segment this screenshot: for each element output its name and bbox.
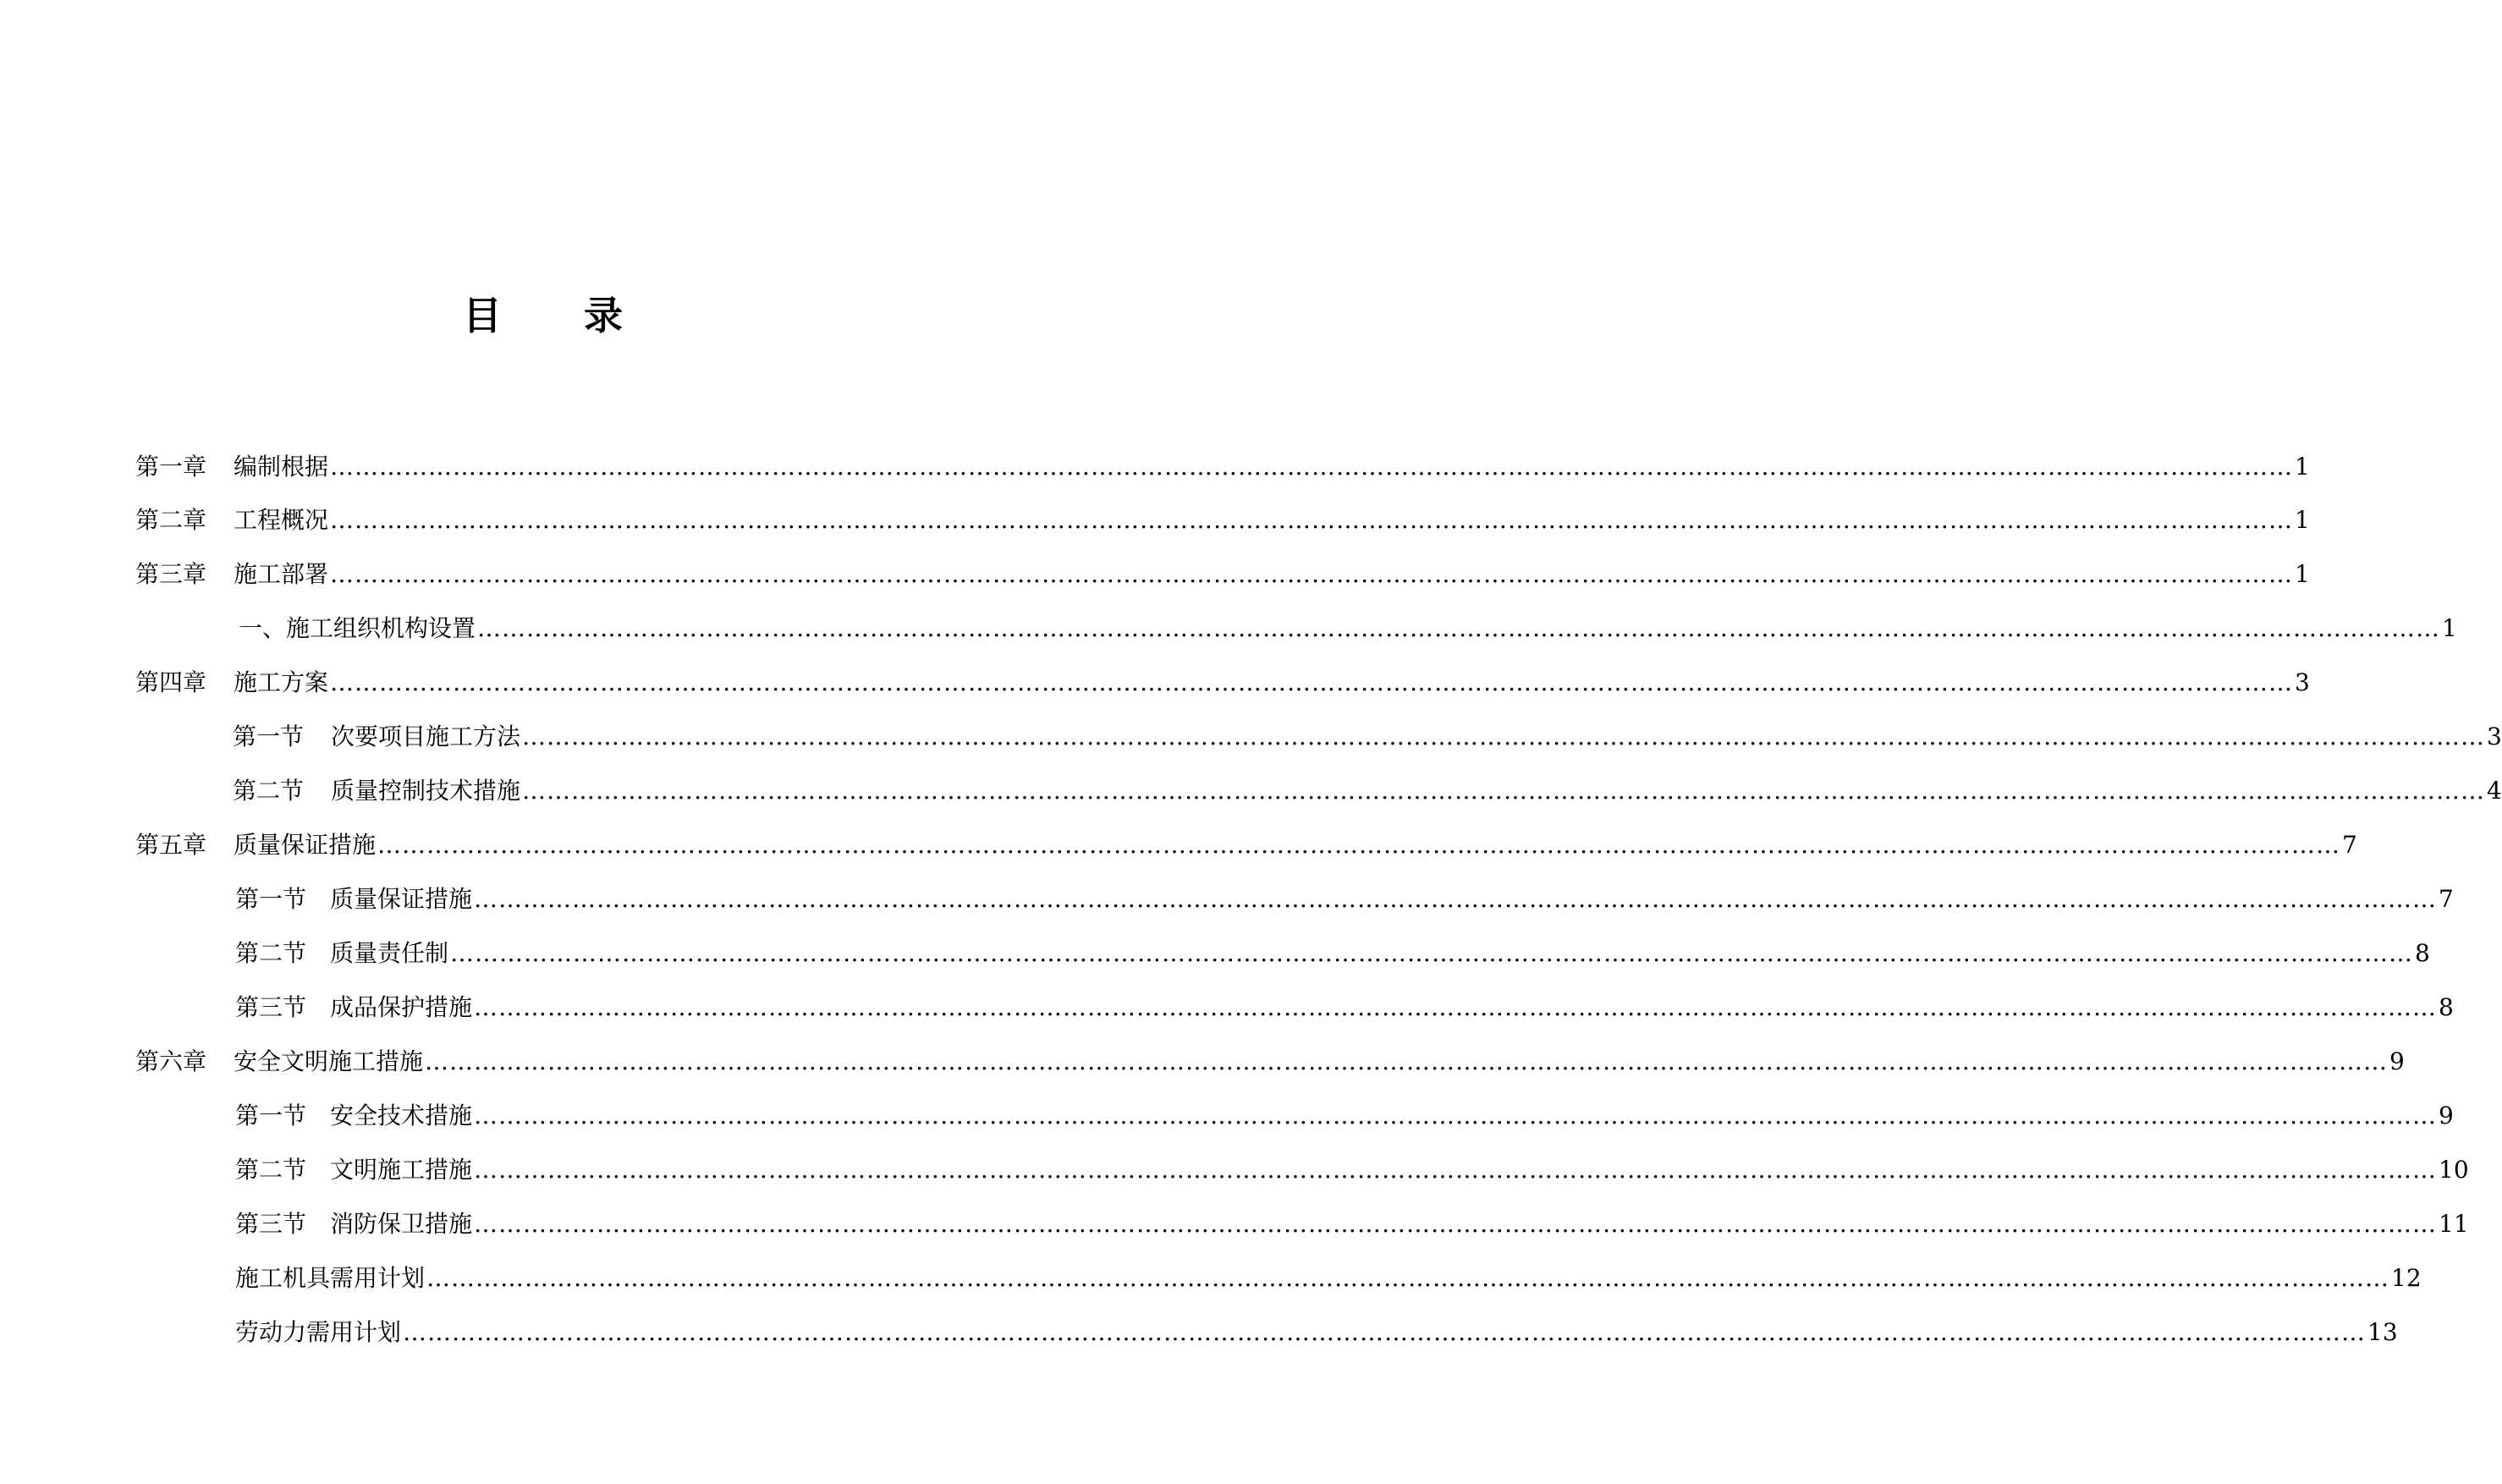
toc-entry[interactable] [233, 772, 2502, 810]
toc-entry-page-number: 3 [2295, 668, 2310, 696]
toc-entry-title: 次要项目施工方法 [331, 723, 521, 750]
toc-entry-label: 第四章 [135, 668, 207, 696]
toc-entry-leader: …………………………………………………………………………………………………………………………………………………………………………………………………………………… [522, 723, 2486, 750]
toc-entry-title: 安全文明施工措施 [234, 1047, 424, 1075]
toc-entry[interactable] [239, 610, 2457, 647]
toc-entry-leader: …………………………………………………………………………………………………………………………………………………………………………………………………………………… [522, 777, 2486, 805]
toc-entry[interactable] [235, 1206, 2469, 1243]
toc-entry-page-number: 8 [2439, 993, 2454, 1021]
toc-entry-leader: …………………………………………………………………………………………………………………………………………………………………………………………………………………… [403, 1318, 2367, 1346]
toc-entry-title: 施工方案 [234, 668, 329, 696]
toc-entry[interactable] [233, 718, 2502, 756]
toc-entry-label: 第三节 [235, 993, 307, 1021]
toc-entry-page-number: 7 [2342, 831, 2357, 859]
toc-title-char-1: 目 [463, 293, 502, 338]
toc-entry-leader: …………………………………………………………………………………………………………………………………………………………………………………………………………………… [425, 1047, 2389, 1075]
toc-entry-leader: …………………………………………………………………………………………………………………………………………………………………………………………………………………… [474, 993, 2438, 1021]
toc-entry-page-number: 11 [2439, 1210, 2469, 1238]
toc-entry[interactable] [235, 989, 2454, 1026]
toc-entry-leader: …………………………………………………………………………………………………………………………………………………………………………………………………………………… [330, 506, 2294, 534]
toc-entry[interactable] [235, 1314, 2398, 1351]
toc-entry-leader: …………………………………………………………………………………………………………………………………………………………………………………………………………………… [330, 668, 2294, 696]
toc-entry-leader: …………………………………………………………………………………………………………………………………………………………………………………………………………………… [330, 453, 2294, 481]
toc-entry-leader: …………………………………………………………………………………………………………………………………………………………………………………………………………………… [474, 1156, 2438, 1184]
toc-entry-page-number: 4 [2487, 777, 2502, 805]
toc-entry-page-number: 1 [2295, 453, 2310, 481]
toc-entry-label: 第三节 [235, 1210, 307, 1238]
toc-entry-page-number: 1 [2295, 506, 2310, 534]
toc-entry[interactable] [235, 935, 2430, 972]
toc-entry-page-number: 3 [2487, 723, 2502, 750]
toc-entry-leader: …………………………………………………………………………………………………………………………………………………………………………………………………………………… [377, 831, 2341, 859]
toc-entry-label: 第一节 [235, 1102, 307, 1129]
toc-entry-title: 安全技术措施 [330, 1102, 473, 1129]
toc-entry-title: 消防保卫措施 [330, 1210, 473, 1238]
toc-entry-title: 成品保护措施 [330, 993, 473, 1021]
toc-entry-leader: …………………………………………………………………………………………………………………………………………………………………………………………………………………… [474, 885, 2438, 913]
toc-entry-label: 第二节 [235, 939, 307, 967]
toc-entry[interactable] [135, 827, 2357, 864]
toc-entry-title: 文明施工措施 [330, 1156, 473, 1184]
toc-entry-title: 施工部署 [234, 560, 329, 588]
toc-entry-label: 第二章 [135, 506, 207, 534]
toc-entry-page-number: 9 [2389, 1047, 2405, 1075]
toc-entry-leader: …………………………………………………………………………………………………………………………………………………………………………………………………………………… [474, 1102, 2438, 1129]
toc-entry-title: 编制根据 [234, 453, 329, 481]
toc-title [0, 286, 1050, 345]
toc-entry-leader: …………………………………………………………………………………………………………………………………………………………………………………………………………………… [474, 1210, 2438, 1238]
toc-entry-page-number: 9 [2439, 1102, 2454, 1129]
toc-entry[interactable] [235, 1097, 2454, 1135]
toc-entry-label: 第六章 [135, 1047, 207, 1075]
toc-entry-label: 第二节 [233, 777, 305, 805]
toc-entry-title: 质量保证措施 [234, 831, 377, 859]
toc-entry-title: 质量控制技术措施 [331, 777, 521, 805]
toc-entry[interactable] [135, 448, 2310, 486]
toc-entry-page-number: 12 [2391, 1264, 2422, 1292]
toc-entry[interactable] [135, 502, 2310, 539]
toc-entry-leader: …………………………………………………………………………………………………………………………………………………………………………………………………………………… [426, 1264, 2390, 1292]
toc-entry-leader: …………………………………………………………………………………………………………………………………………………………………………………………………………………… [477, 614, 2441, 642]
toc-entry[interactable] [135, 1043, 2405, 1080]
toc-entry[interactable] [235, 881, 2454, 918]
toc-entry-page-number: 13 [2367, 1318, 2398, 1346]
toc-entry[interactable] [235, 1260, 2422, 1297]
toc-entry[interactable] [135, 664, 2310, 701]
toc-entry-title: 一、施工组织机构设置 [239, 614, 476, 642]
toc-entry-title: 工程概况 [234, 506, 329, 534]
toc-entry-page-number: 1 [2295, 560, 2310, 588]
toc-entry-label: 第一章 [135, 453, 207, 481]
toc-entry-page-number: 7 [2439, 885, 2454, 913]
toc-entry-page-number: 8 [2415, 939, 2430, 967]
toc-entry[interactable] [135, 556, 2310, 593]
toc-entry-title: 质量保证措施 [330, 885, 473, 913]
toc-title-char-2: 录 [584, 293, 623, 338]
toc-entry-title: 施工机具需用计划 [235, 1264, 426, 1292]
toc-entry-title: 质量责任制 [330, 939, 449, 967]
toc-entry[interactable] [235, 1151, 2469, 1189]
toc-entry-page-number: 1 [2442, 614, 2457, 642]
toc-entry-page-number: 10 [2439, 1156, 2469, 1184]
toc-entry-leader: …………………………………………………………………………………………………………………………………………………………………………………………………………………… [450, 939, 2414, 967]
toc-entry-label: 第三章 [135, 560, 207, 588]
toc-entry-label: 第一节 [235, 885, 307, 913]
toc-entry-label: 第一节 [233, 723, 305, 750]
toc-entry-label: 第二节 [235, 1156, 307, 1184]
toc-entry-leader: …………………………………………………………………………………………………………………………………………………………………………………………………………………… [330, 560, 2294, 588]
toc-entry-title: 劳动力需用计划 [235, 1318, 402, 1346]
toc-entry-label: 第五章 [135, 831, 207, 859]
